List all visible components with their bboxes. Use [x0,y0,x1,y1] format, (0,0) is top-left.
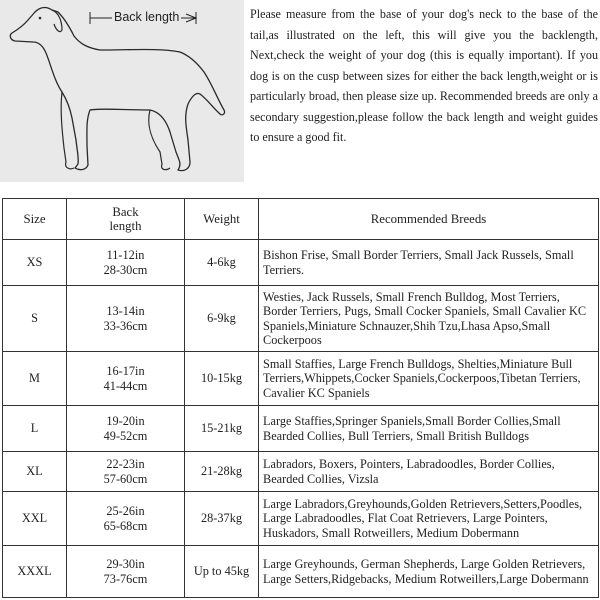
size-cell: XXL [3,492,67,546]
size-cell: XL [3,452,67,492]
table-row [3,452,599,492]
length-in: 11-12in [106,248,145,263]
dog-hind-leg-outline [149,110,170,170]
header-weight: Weight [185,199,259,240]
weight-cell: Up to 45kg [185,546,259,598]
length-cm: 49-52cm [103,428,148,443]
header-back-length-line1: Back [112,205,139,219]
size-cell: S [3,286,67,352]
weight-cell: 4-6kg [185,240,259,286]
length-in: 13-14in [106,304,145,319]
length-cell [67,546,185,598]
header-back-length [67,199,185,240]
weight-cell: 21-28kg [185,452,259,492]
length-in: 22-23in [106,457,145,472]
dog-body-outline [10,8,224,171]
length-cm: 28-30cm [103,262,148,277]
breeds-cell: Westies, Jack Russels, Small French Bulldog, Most Terriers, Border Terriers, Pugs, Small Cocker Spaniels, Small Cavalier KC Spaniels,Miniature Schnauzer,Shih Tzu,Lhasa Apso,Small Cockerpoos [259,286,599,352]
dog-ear-outline [52,10,62,32]
breeds-cell: Small Staffies, Large French Bulldogs, Shelties,Miniature Bull Terriers,Whippets,Cocker Spaniels,Cockerpoos,Tibetan Terriers, Cavalier KC Spaniels [259,352,599,406]
length-in: 16-17in [106,364,145,379]
table-header-row [3,199,599,240]
size-cell: XS [3,240,67,286]
length-cm: 33-36cm [103,318,148,333]
table-row [3,352,599,406]
header-back-length-line2: length [109,219,142,233]
table-row [3,240,599,286]
header-recommended-breeds: Recommended Breeds [259,199,599,240]
table-row [3,286,599,352]
length-cell [67,352,185,406]
weight-cell: 15-21kg [185,406,259,452]
size-cell: XXXL [3,546,67,598]
length-cell [67,492,185,546]
length-cell [67,406,185,452]
breeds-cell: Large Labradors,Greyhounds,Golden Retrievers,Setters,Poodles, Large Labradoodles, Flat Coat Retrievers, Large Pointers, Huskadors, Small Rotweillers, Medium Dobermann [259,492,599,546]
length-cm: 57-60cm [103,471,148,486]
length-cm: 65-68cm [103,518,148,533]
weight-cell: 10-15kg [185,352,259,406]
header-size: Size [3,199,67,240]
header-section [0,0,600,182]
length-cell [67,240,185,286]
breeds-cell: Bishon Frise, Small Border Terriers, Small Jack Russels, Small Terriers. [259,240,599,286]
breeds-cell: Labradors, Boxers, Pointers, Labradoodles, Border Collies, Bearded Collies, Vizsla [259,452,599,492]
table-row [3,406,599,452]
breeds-cell: Large Greyhounds, German Shepherds, Large Golden Retrievers, Large Setters,Ridgebacks, Medium Rotweillers,Large Dobermann [259,546,599,598]
weight-cell: 6-9kg [185,286,259,352]
length-cell [67,452,185,492]
table-row [3,492,599,546]
length-cm: 41-44cm [103,378,148,393]
length-in: 19-20in [106,414,145,429]
length-in: 25-26in [106,504,145,519]
size-cell: L [3,406,67,452]
measurement-instructions: Please measure from the base of your dog's neck to the base of the tail,as illustrated on the left, this will give you the backlength, Next,check the weight of your dog (this is equally important). If you dog is on the cusp between sizes for either the back length,weight or is particularly broad, then please size up. Recommended breeds are only a secondary suggestion,please follow the back length and weight guides to ensure a good fit. [250,7,598,144]
breeds-cell: Large Staffies,Springer Spaniels,Small Border Collies,Small Bearded Collies, Bull Terriers, Small British Bulldogs [259,406,599,452]
length-in: 29-30in [106,557,145,572]
back-length-label: Back length [114,10,180,24]
table-row [3,546,599,598]
size-cell: M [3,352,67,406]
length-cell [67,286,185,352]
dog-outline-illustration [0,0,244,182]
dog-eye [39,17,42,20]
size-chart-table [2,198,599,598]
weight-cell: 28-37kg [185,492,259,546]
dog-diagram [0,0,244,182]
length-cm: 73-76cm [103,571,148,586]
